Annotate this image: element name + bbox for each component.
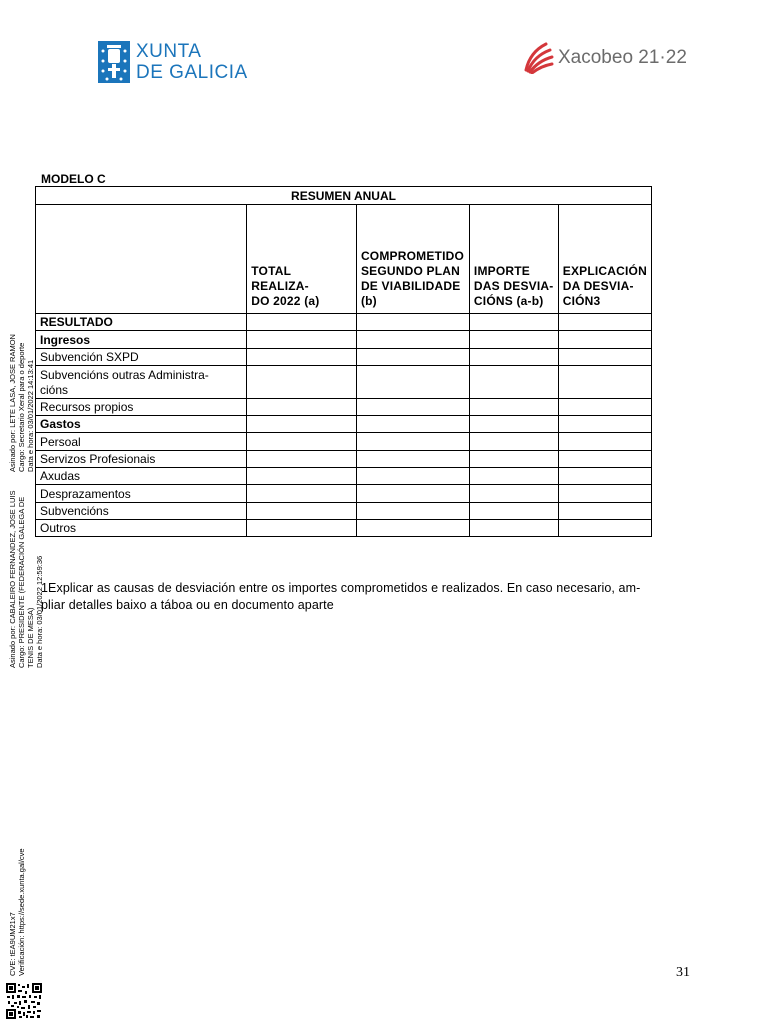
column-header — [36, 205, 247, 314]
row-label: Ingresos — [36, 331, 247, 348]
table-row — [36, 314, 652, 331]
row-label: Outros — [36, 519, 247, 536]
table-row — [36, 450, 652, 467]
table-row — [36, 485, 652, 502]
row-label: RESULTADO — [36, 314, 247, 331]
table-row — [36, 519, 652, 536]
table-row — [36, 502, 652, 519]
row-label: Subvencións outras Administra- cións — [36, 365, 247, 398]
column-header: TOTAL REALIZA- DO 2022 (a) — [247, 205, 357, 314]
column-header: IMPORTE DAS DESVIA- CIÓNS (a-b) — [469, 205, 558, 314]
table-row — [36, 416, 652, 433]
scallop-shell-icon — [522, 40, 554, 74]
table-row — [36, 365, 652, 398]
annual-summary-table — [35, 186, 652, 537]
column-header: EXPLICACIÓN DA DESVIA- CIÓN3 — [558, 205, 651, 314]
row-label: Persoal — [36, 433, 247, 450]
row-label: Subvención SXPD — [36, 348, 247, 365]
table-row — [36, 398, 652, 415]
xacobeo-logo — [522, 40, 687, 76]
row-label: Servizos Profesionais — [36, 450, 247, 467]
table-row — [36, 468, 652, 485]
table-row — [36, 433, 652, 450]
table-row — [36, 331, 652, 348]
xacobeo-text: Xacobeo 21·22 — [558, 47, 687, 68]
qr-code-icon — [6, 983, 42, 1019]
signature-stamp-2: Asinado por: CABALEIRO FERNANDEZ, JOSE LUIS Cargo: PRESIDENTE (FEDERACIÓN GALEGA DE TENIS DE MESA) Data e hora: 03/01/2022 12:59:36 — [8, 490, 44, 668]
signature-stamp-1: Asinado por: LETE LASA, JOSE RAMON Cargo: Secretario Xeral para o deporte Data e hora: 03/01/2022 14:13:41 — [8, 334, 35, 472]
page-number: 31 — [676, 965, 690, 980]
verification-code: CVE: tEA9UM21x7 Verificación: https://sede.xunta.gal/cve — [8, 848, 26, 976]
model-label: MODELO C — [41, 172, 106, 186]
row-label: Gastos — [36, 416, 247, 433]
row-label: Axudas — [36, 468, 247, 485]
column-header: COMPROMETIDO SEGUNDO PLAN DE VIABILIDADE (b) — [356, 205, 469, 314]
footnote: 1Explicar as causas de desviación entre os importes comprometidos e realizados. En caso necesario, am- pliar detalles baixo a táboa ou en documento aparte — [41, 581, 641, 612]
column-header-row — [36, 205, 652, 314]
logo-text-line2: DE GALICIA — [136, 62, 248, 83]
row-label: Subvencións — [36, 502, 247, 519]
xunta-de-galicia-logo — [98, 41, 258, 85]
galicia-coat-of-arms-icon — [98, 41, 130, 83]
row-label: Desprazamentos — [36, 485, 247, 502]
table-row — [36, 348, 652, 365]
row-label: Recursos propios — [36, 398, 247, 415]
logo-text-line1: XUNTA — [136, 41, 202, 62]
table-title: RESUMEN ANUAL — [36, 187, 652, 205]
